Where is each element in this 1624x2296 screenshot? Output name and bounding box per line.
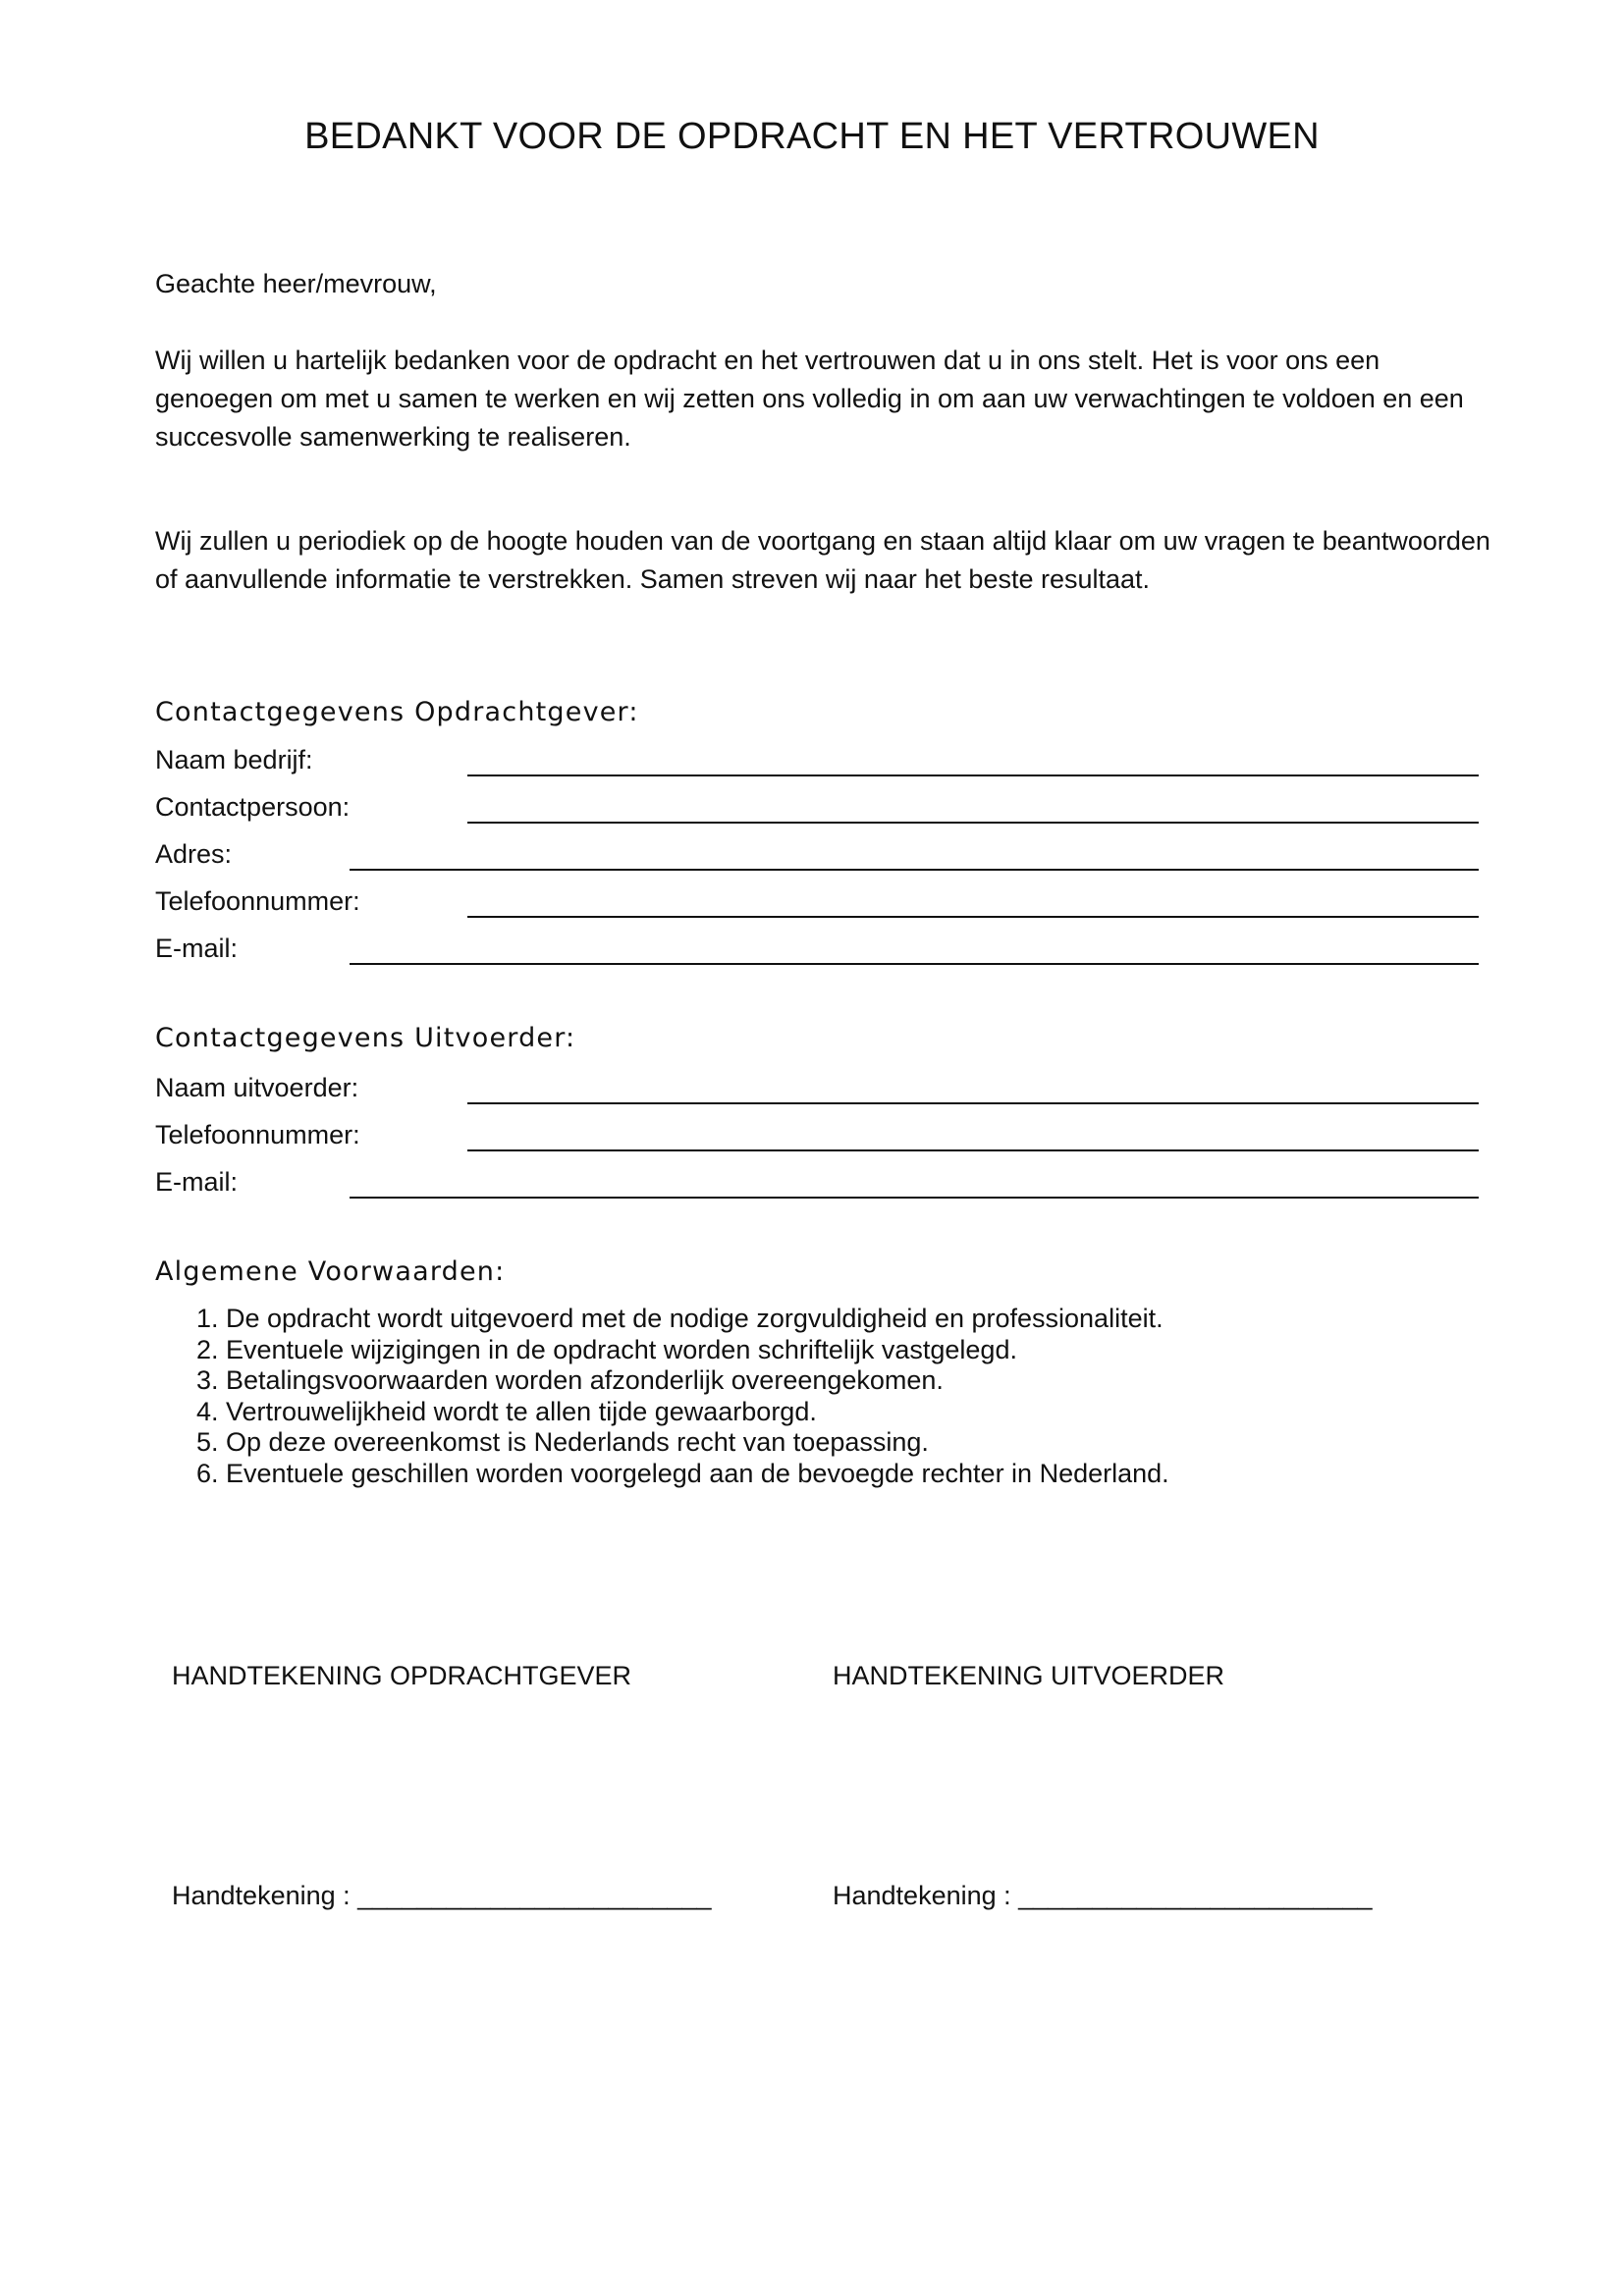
condition-item: 5. Op deze overeenkomst is Nederlands recht van toepassing. <box>226 1427 1502 1459</box>
condition-item: 2. Eventuele wijzigingen in de opdracht worden schriftelijk vastgelegd. <box>226 1335 1502 1366</box>
conditions-heading: Algemene Voorwaarden: <box>155 1256 506 1287</box>
field-label-company-name: Naam bedrijf: <box>155 745 313 774</box>
field-label-contact-person: Contactpersoon: <box>155 792 351 822</box>
condition-item: 3. Betalingsvoorwaarden worden afzonderlijk overeengekomen. <box>226 1365 1502 1397</box>
contractor-signature-heading: HANDTEKENING UITVOERDER <box>833 1661 1225 1690</box>
field-label-address: Adres: <box>155 839 233 869</box>
field-line-contractor-email[interactable] <box>350 1197 1479 1199</box>
field-line-client-email[interactable] <box>350 963 1479 965</box>
field-label-client-email: E-mail: <box>155 934 239 963</box>
paragraph-progress: Wij zullen u periodiek op de hoogte houden van de voortgang en staan altijd klaar om uw vragen te beantwoorden of aanvullende informatie te verstrekken. Samen streven wij naar het beste resultaat. <box>155 526 1490 594</box>
contractor-section-heading: Contactgegevens Uitvoerder: <box>155 1023 576 1053</box>
field-line-company-name[interactable] <box>467 774 1479 776</box>
document-title: BEDANKT VOOR DE OPDRACHT EN HET VERTROUWEN <box>304 116 1320 157</box>
client-section-heading: Contactgegevens Opdrachtgever: <box>155 697 639 727</box>
field-label-contractor-phone: Telefoonnummer: <box>155 1120 360 1149</box>
field-label-client-phone: Telefoonnummer: <box>155 886 360 916</box>
condition-item: 4. Vertrouwelijkheid wordt te allen tijde gewaarborgd. <box>226 1397 1502 1428</box>
condition-item: 6. Eventuele geschillen worden voorgelegd aan de bevoegde rechter in Nederland. <box>226 1459 1502 1490</box>
conditions-list <box>155 1304 1502 1489</box>
field-line-address[interactable] <box>350 869 1479 871</box>
greeting: Geachte heer/mevrouw, <box>155 269 437 298</box>
field-label-contractor-email: E-mail: <box>155 1167 239 1197</box>
field-line-contractor-name[interactable] <box>467 1102 1479 1104</box>
client-signature-heading: HANDTEKENING OPDRACHTGEVER <box>172 1661 632 1690</box>
condition-item: 1. De opdracht wordt uitgevoerd met de nodige zorgvuldigheid en professionaliteit. <box>226 1304 1502 1335</box>
contractor-signature-line[interactable]: Handtekening : ________________________ <box>833 1881 1373 1910</box>
paragraph-thanks: Wij willen u hartelijk bedanken voor de opdracht en het vertrouwen dat u in ons stelt. Het is voor ons een genoegen om met u samen te werken en wij zetten ons volledig in om aan uw verwachtingen te voldoen en een succesvolle samenwerking te realiseren. <box>155 346 1464 452</box>
field-line-contact-person[interactable] <box>467 822 1479 824</box>
field-line-contractor-phone[interactable] <box>467 1149 1479 1151</box>
field-label-contractor-name: Naam uitvoerder: <box>155 1073 359 1102</box>
field-line-client-phone[interactable] <box>467 916 1479 918</box>
client-signature-line[interactable]: Handtekening : ________________________ <box>172 1881 712 1910</box>
